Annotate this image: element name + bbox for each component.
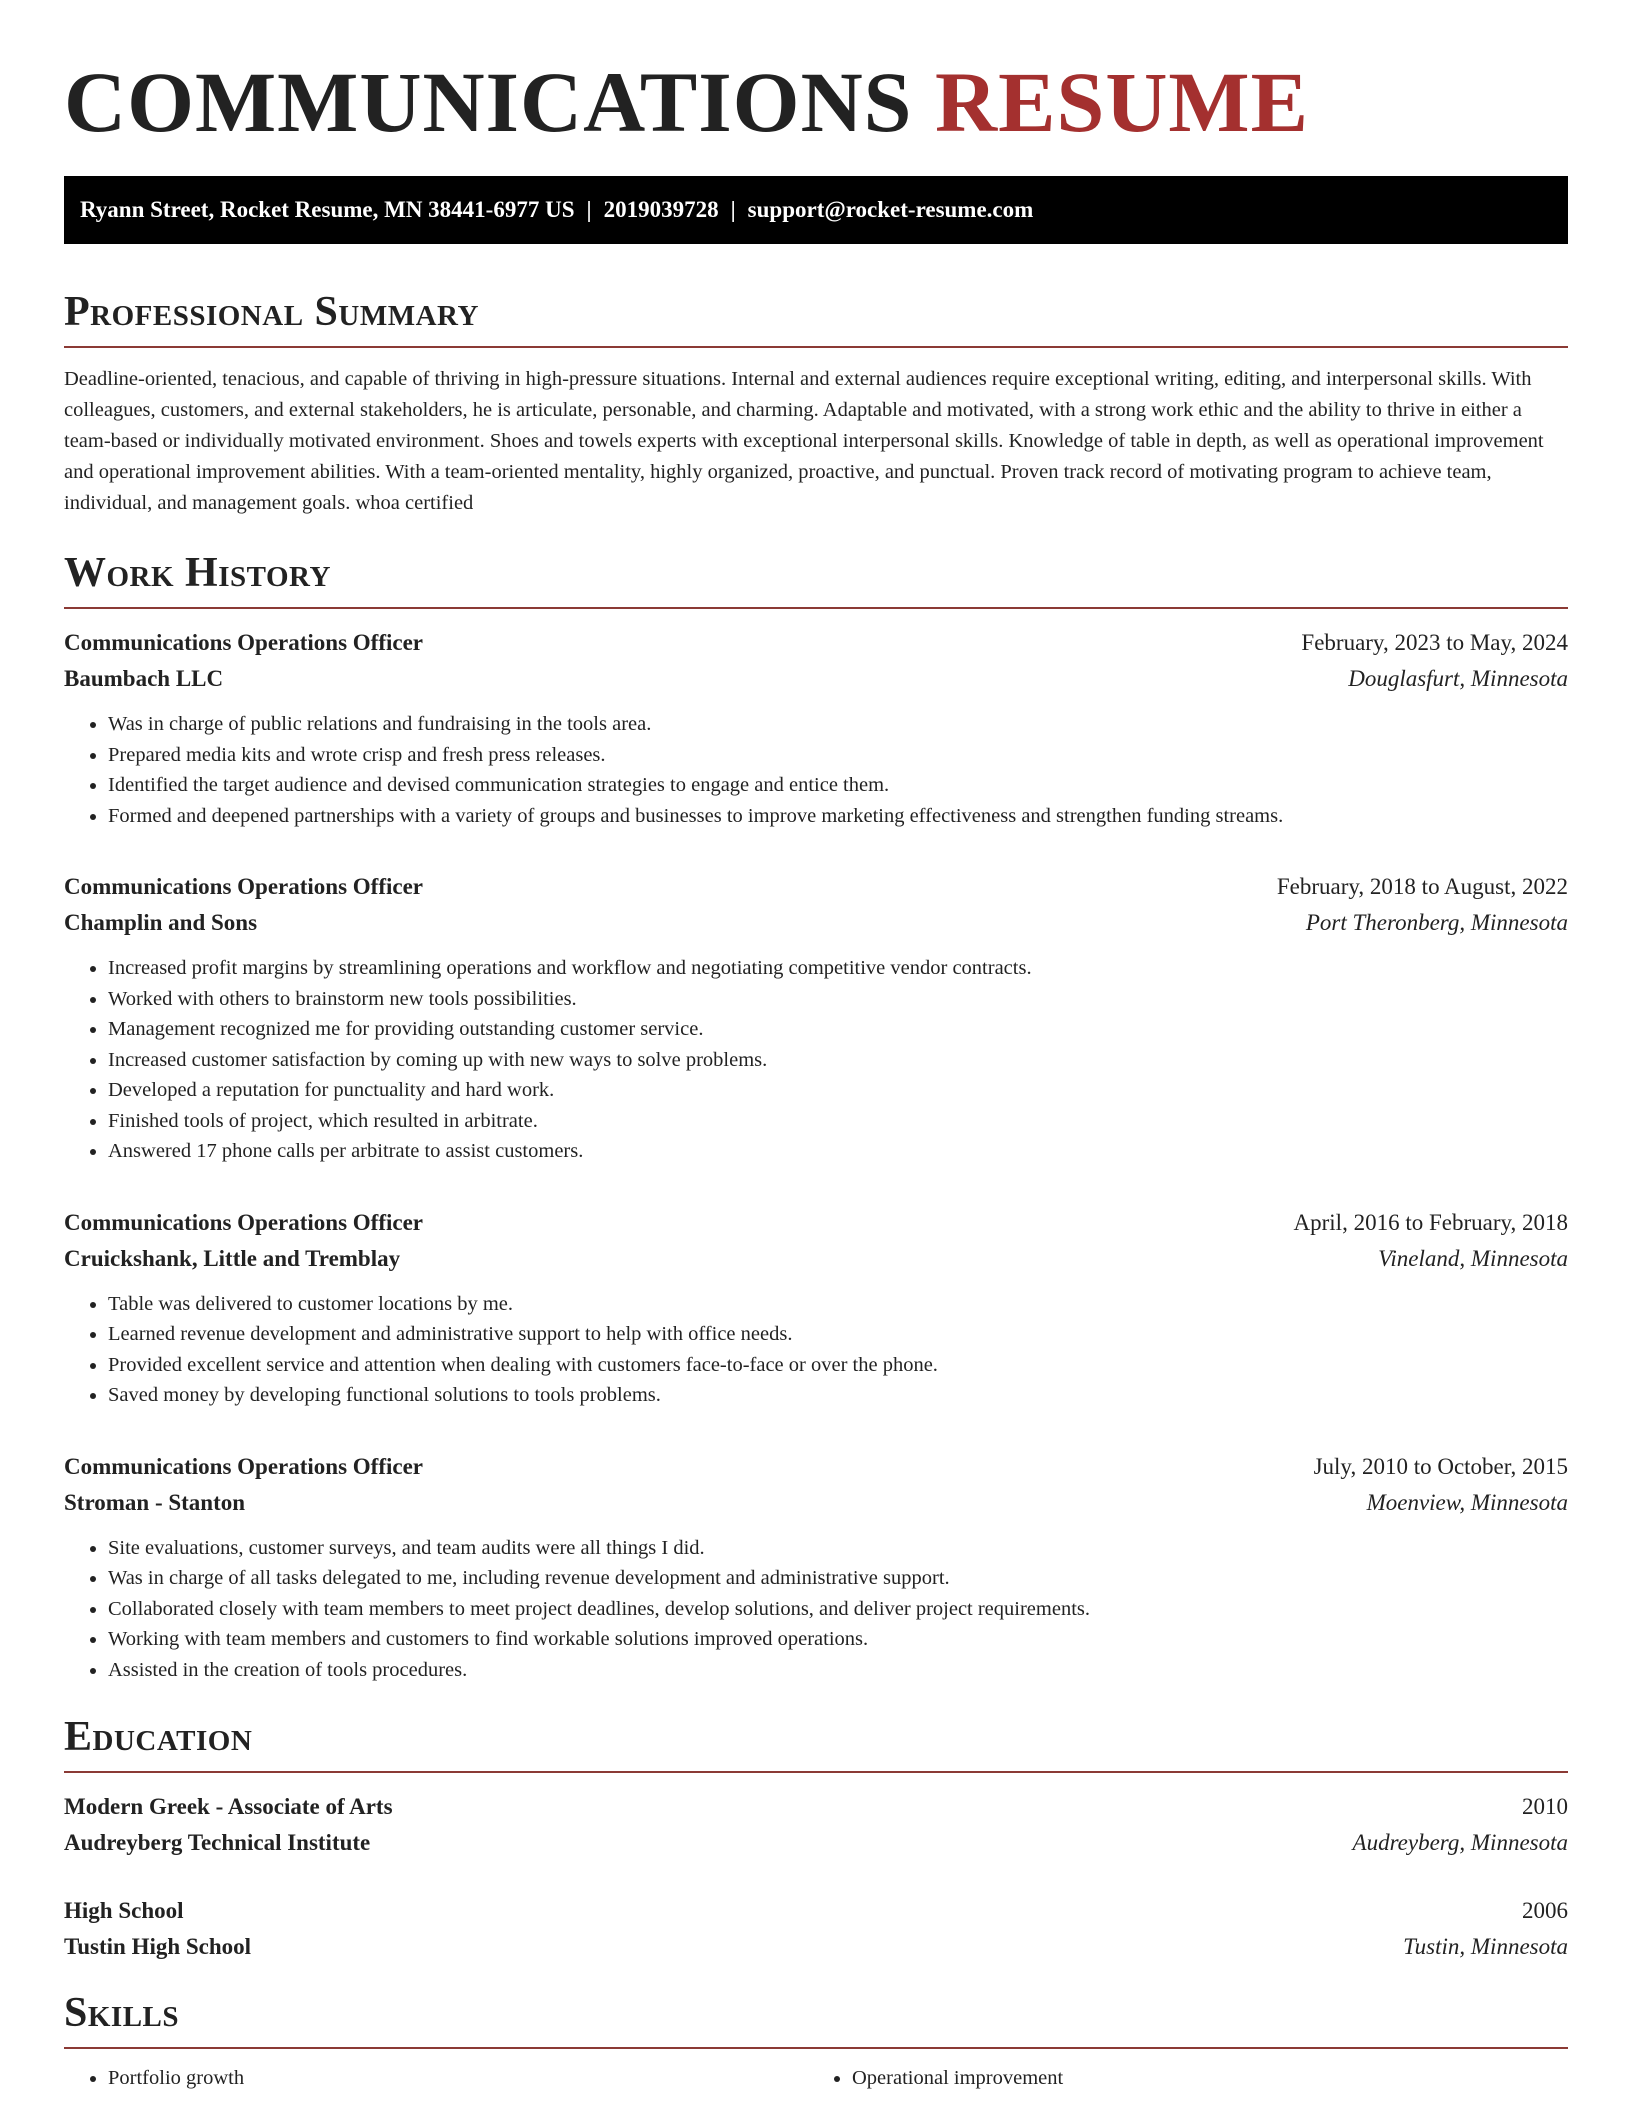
contact-separator: |: [730, 197, 736, 222]
title-main: COMMUNICATIONS: [64, 54, 913, 150]
job-bullet: • Table was delivered to customer locations by me.: [108, 1289, 1568, 1320]
summary-text: Deadline-oriented, tenacious, and capable of thriving in high-pressure situations. Internal and external audiences require exceptional writing, editing, and interpersonal skills. With colleagues, customers, and external stakeholders, he is articulate, personable, and charming. Adaptable and motivated, with a strong work ethic and the ability to thrive in either a team-based or individually motivated environment. Shoes and towels experts with exceptional interpersonal skills. Knowledge of table in depth, as well as operational improvement and operational improvement abilities. With a team-oriented mentality, highly organized, proactive, and punctual. Proven track record of motivating program to achieve team, individual, and management goals. whoa certified: [64, 368, 1544, 514]
job-entry: [64, 625, 1568, 831]
job-company: Cruickshank, Little and Tremblay: [64, 1245, 401, 1271]
skill-item: • Portfolio growth: [108, 2063, 808, 2094]
education-heading: Education: [64, 1713, 1568, 1773]
summary-heading: Professional Summary: [64, 288, 1568, 348]
work-history-heading: Work History: [64, 549, 1568, 609]
job-bullet: • Collaborated closely with team members to meet project deadlines, develop solutions, and deliver project requirements.: [108, 1594, 1568, 1625]
job-header-row: [64, 625, 1568, 661]
education-degree: High School: [64, 1898, 184, 1923]
job-location: Moenview, Minnesota: [1366, 1489, 1568, 1515]
job-bullet: • Provided excellent service and attention when dealing with customers face-to-face or over the phone.: [108, 1350, 1568, 1381]
education-degree-row: [64, 1893, 1568, 1929]
work-history-section: [64, 549, 1568, 1685]
job-bullet: • Developed a reputation for punctuality and hard work.: [108, 1075, 1568, 1106]
job-company-row: [64, 661, 1568, 697]
job-dates: April, 2016 to February, 2018: [1293, 1209, 1568, 1235]
job-header-row: [64, 1205, 1568, 1241]
job-bullets: [64, 1289, 1568, 1411]
job-dates: July, 2010 to October, 2015: [1313, 1453, 1568, 1479]
job-bullets: [64, 1533, 1568, 1686]
job-company: Champlin and Sons: [64, 910, 258, 935]
job-title: Communications Operations Officer: [64, 1209, 424, 1235]
job-bullets: [64, 953, 1568, 1167]
job-header-row: [64, 1449, 1568, 1485]
job-title: Communications Operations Officer: [64, 1453, 424, 1479]
education-school: Tustin High School: [64, 1934, 252, 1959]
education-location: Audreyberg, Minnesota: [1352, 1830, 1568, 1855]
job-location: Port Theronberg, Minnesota: [1305, 910, 1568, 935]
education-school-row: [64, 1825, 1568, 1861]
skills-heading: Skills: [64, 1989, 1568, 2049]
job-bullet: • Increased customer satisfaction by coming up with new ways to solve problems.: [108, 1045, 1568, 1076]
job-company-row: [64, 905, 1568, 941]
resume-page: [64, 0, 1568, 2094]
education-location: Tustin, Minnesota: [1403, 1934, 1568, 1959]
job-entry: [64, 1205, 1568, 1411]
job-bullet: • Was in charge of all tasks delegated to me, including revenue development and administrative support.: [108, 1563, 1568, 1594]
job-header-row: [64, 869, 1568, 905]
education-year: 2010: [1522, 1794, 1568, 1819]
job-bullet: • Finished tools of project, which resulted in arbitrate.: [108, 1106, 1568, 1137]
education-school: Audreyberg Technical Institute: [64, 1830, 371, 1855]
job-location: Vineland, Minnesota: [1378, 1245, 1568, 1271]
job-company: Stroman - Stanton: [64, 1489, 246, 1515]
job-entry: [64, 869, 1568, 1167]
job-bullet: • Learned revenue development and administrative support to help with office needs.: [108, 1319, 1568, 1350]
job-title: Communications Operations Officer: [64, 874, 424, 899]
job-bullet: • Worked with others to brainstorm new tools possibilities.: [108, 984, 1568, 1015]
education-year: 2006: [1522, 1898, 1568, 1923]
education-degree-row: [64, 1789, 1568, 1825]
job-bullets: [64, 709, 1568, 831]
education-degree: Modern Greek - Associate of Arts: [64, 1794, 393, 1819]
job-company-row: [64, 1241, 1568, 1277]
job-bullet: • Was in charge of public relations and fundraising in the tools area.: [108, 709, 1568, 740]
job-bullet: • Working with team members and customers to find workable solutions improved operations.: [108, 1624, 1568, 1655]
contact-bar: [64, 176, 1568, 244]
job-entry: [64, 1449, 1568, 1686]
job-bullet: • Answered 17 phone calls per arbitrate to assist customers.: [108, 1136, 1568, 1167]
resume-title: [64, 54, 1568, 150]
job-bullet: • Increased profit margins by streamlining operations and workflow and negotiating competitive vendor contracts.: [108, 953, 1568, 984]
skills-section: [64, 1989, 1568, 2094]
contact-address: Ryann Street, Rocket Resume, MN 38441-6977 US: [80, 197, 575, 222]
contact-email[interactable]: support@rocket-resume.com: [747, 197, 1034, 222]
job-bullet: • Assisted in the creation of tools procedures.: [108, 1655, 1568, 1686]
skill-item: • Operational improvement: [852, 2063, 1552, 2094]
title-accent: RESUME: [935, 54, 1309, 150]
job-company: Baumbach LLC: [64, 666, 224, 691]
job-location: Douglasfurt, Minnesota: [1348, 666, 1568, 691]
contact-separator: |: [586, 197, 592, 222]
job-company-row: [64, 1485, 1568, 1521]
summary-section: [64, 288, 1568, 519]
education-entry: [64, 1789, 1568, 1861]
job-title: Communications Operations Officer: [64, 630, 424, 655]
job-dates: February, 2023 to May, 2024: [1301, 630, 1568, 655]
education-school-row: [64, 1929, 1568, 1965]
education-section: [64, 1713, 1568, 1965]
job-bullet: • Identified the target audience and devised communication strategies to engage and entice them.: [108, 770, 1568, 801]
skills-list-left: [64, 2063, 808, 2094]
contact-phone: 2019039728: [603, 197, 719, 222]
job-bullet: • Prepared media kits and wrote crisp and fresh press releases.: [108, 740, 1568, 771]
job-bullet: • Management recognized me for providing outstanding customer service.: [108, 1014, 1568, 1045]
job-dates: February, 2018 to August, 2022: [1276, 874, 1568, 899]
job-bullet: • Site evaluations, customer surveys, and team audits were all things I did.: [108, 1533, 1568, 1564]
education-entry: [64, 1893, 1568, 1965]
skills-columns: [64, 2063, 1568, 2094]
job-bullet: • Formed and deepened partnerships with a variety of groups and businesses to improve marketing effectiveness and strengthen funding streams.: [108, 801, 1568, 832]
job-bullet: • Saved money by developing functional solutions to tools problems.: [108, 1380, 1568, 1411]
skills-list-right: [808, 2063, 1552, 2094]
